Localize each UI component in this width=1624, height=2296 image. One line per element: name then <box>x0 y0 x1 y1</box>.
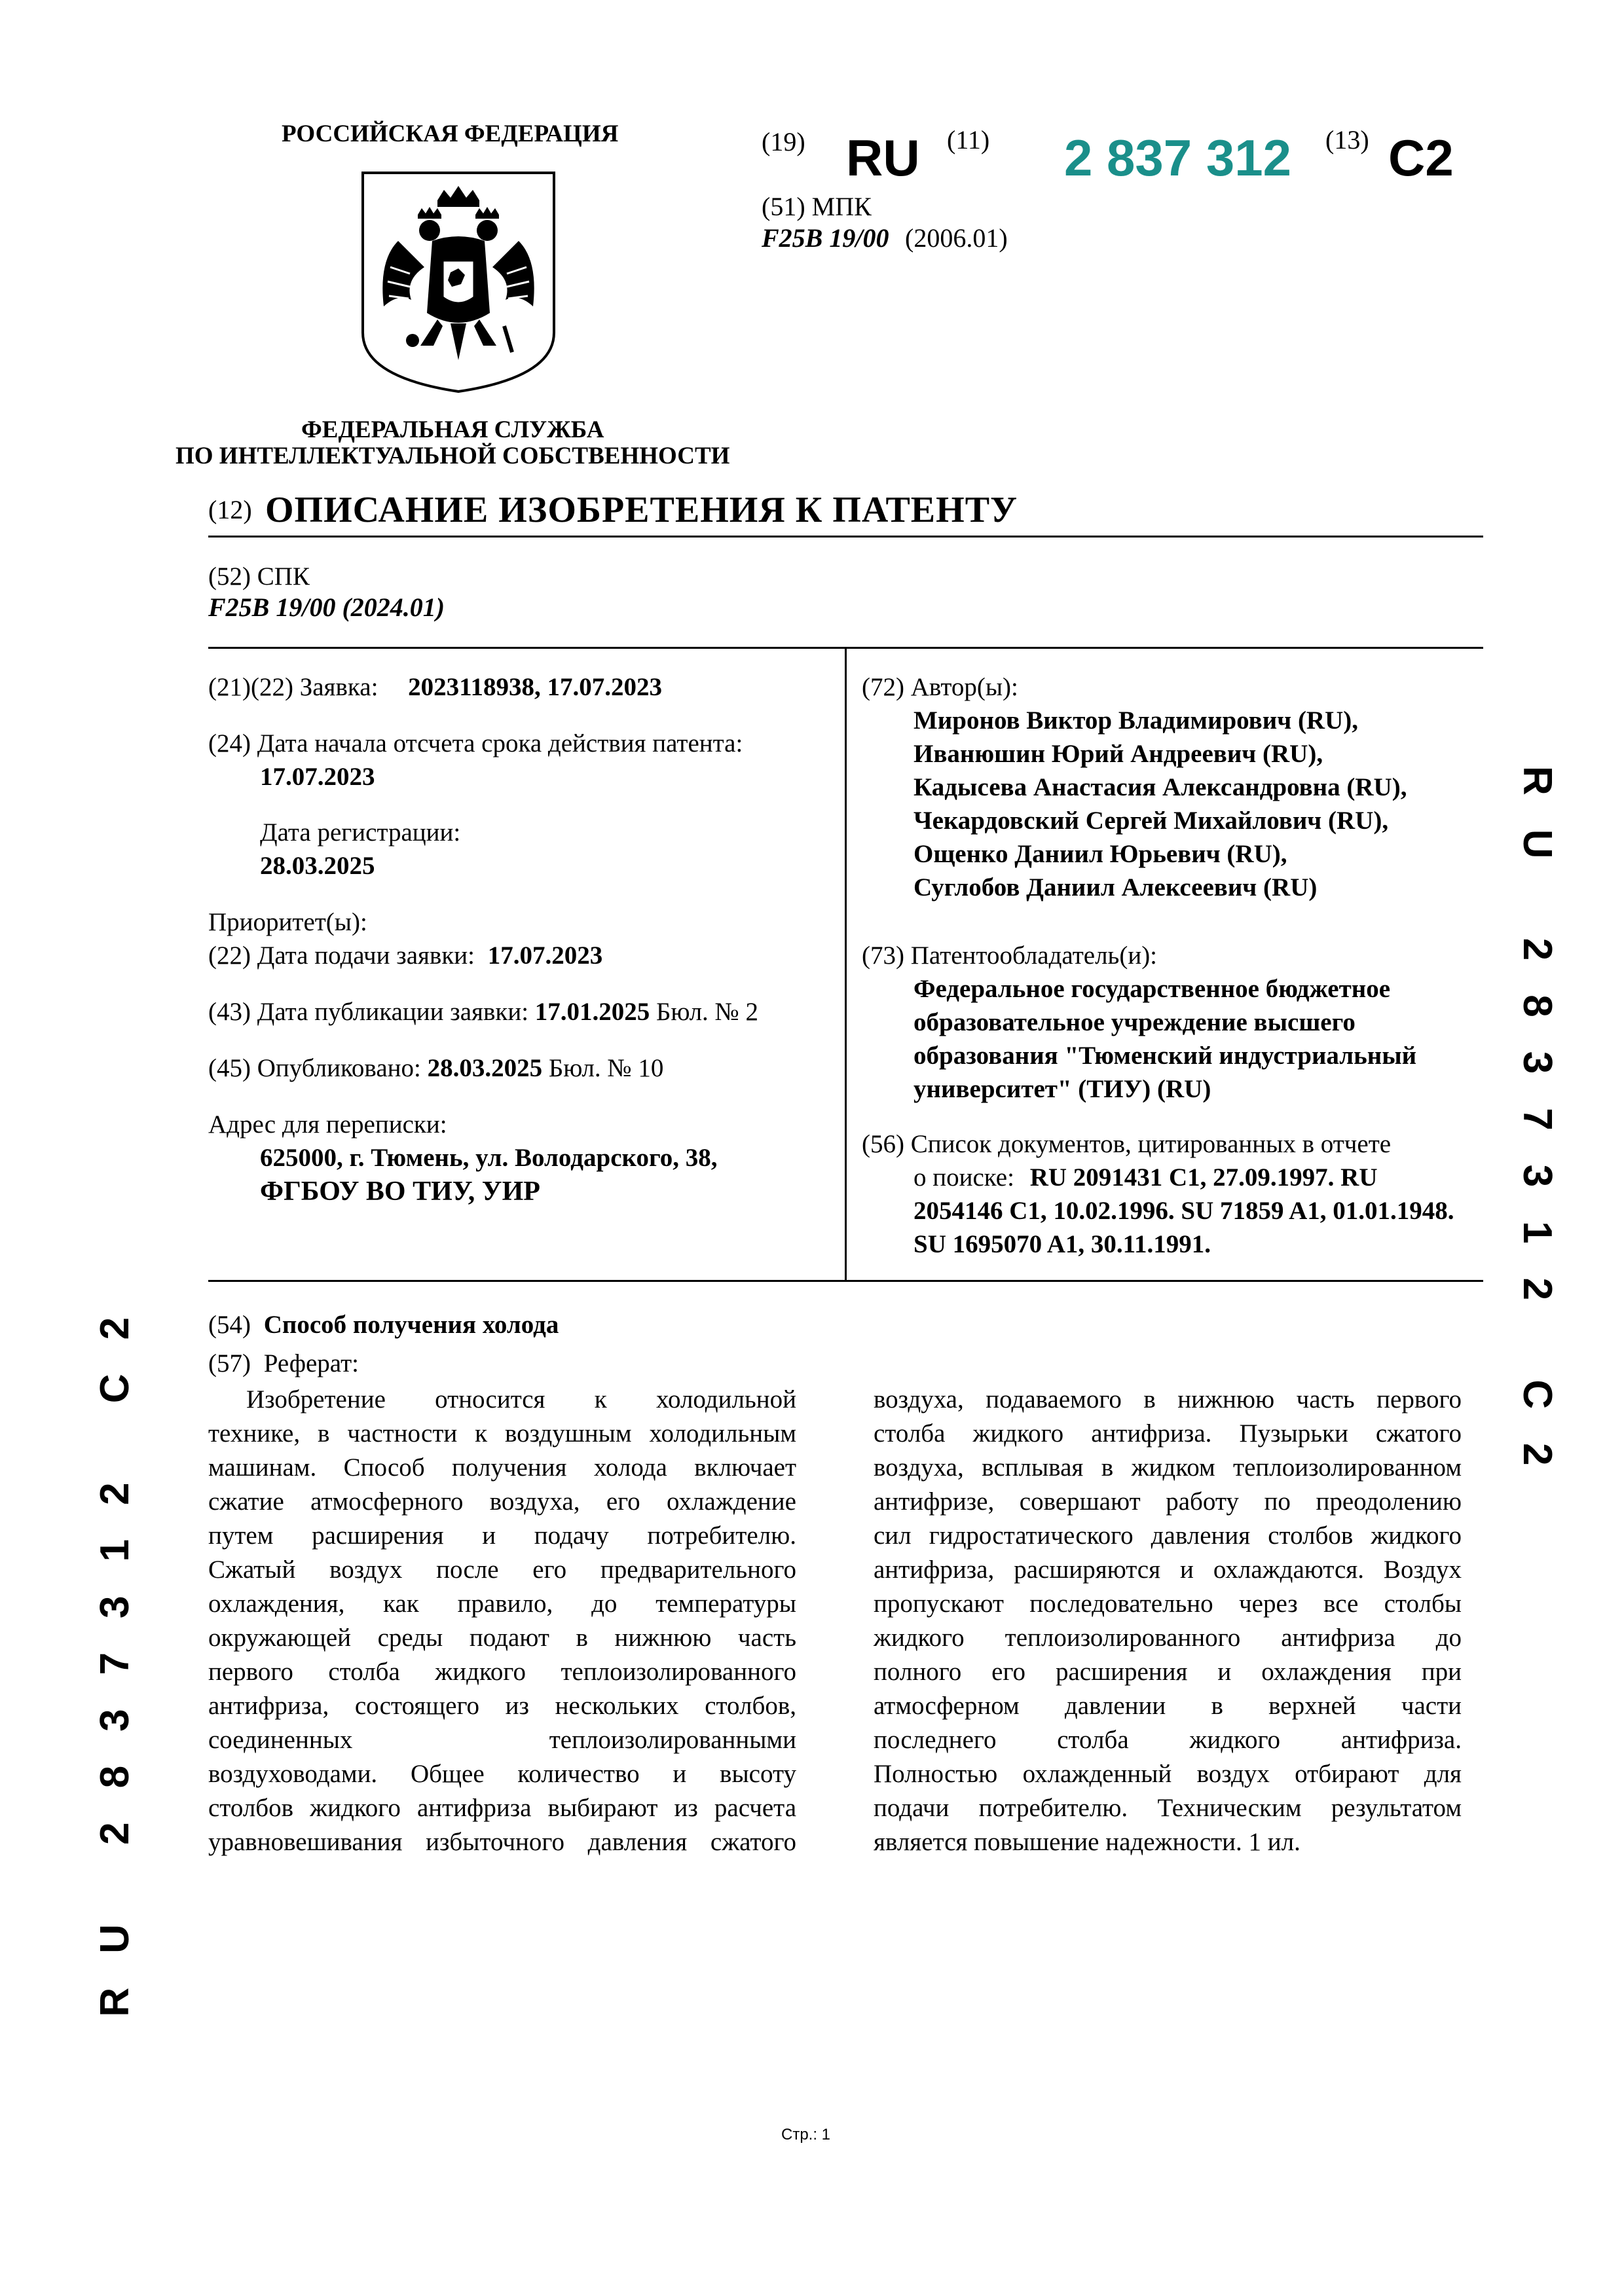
author-item: Чекардовский Сергей Михайлович (RU), <box>913 807 1389 835</box>
priority-label: Приоритет(ы): <box>208 908 367 936</box>
publication-value: 17.01.2025 <box>534 998 650 1026</box>
abstract-line: уравновешивания избыточного давления сжатого <box>208 1828 796 1856</box>
abstract-header <box>208 1347 359 1381</box>
address-label: Адрес для переписки: <box>208 1110 447 1139</box>
term-label: (24) Дата начала отсчета срока действия патента: <box>208 729 743 757</box>
owner-line: образования "Тюменский индустриальный <box>913 1042 1417 1070</box>
divider <box>208 1280 1483 1282</box>
published-value: 28.03.2025 <box>427 1054 543 1082</box>
abstract-line: окружающей среды подают в нижнюю часть <box>208 1624 796 1652</box>
abstract-line: Сжатый воздух после его предварительного <box>208 1556 796 1584</box>
russian-coat-of-arms-icon <box>359 169 558 395</box>
cpc-value: F25B 19/00 (2024.01) <box>208 592 445 622</box>
abstract-line: сил гидростатического давления столбов жидкого <box>874 1522 1462 1550</box>
ipc-label: (51) МПК <box>762 192 872 221</box>
abstract-line: Полностью охлажденный воздух отбирают для <box>874 1760 1462 1788</box>
invention-name-field <box>208 1308 559 1342</box>
abstract-line: антифризе, совершают работу по преодолению <box>874 1487 1462 1516</box>
address-line1: 625000, г. Тюмень, ул. Володарского, 38, <box>260 1144 718 1172</box>
abstract-line: столба жидкого антифриза. Пузырьки сжатого <box>874 1419 1462 1448</box>
abstract-line: технике, в частности к воздушным холодильным <box>208 1419 796 1448</box>
published-field <box>208 1051 663 1085</box>
country-code: RU <box>846 129 920 187</box>
code-19: (19) <box>762 127 805 156</box>
abstract-line: машинам. Способ получения холода включает <box>208 1453 796 1482</box>
abstract-line: соединенных теплоизолированными <box>208 1726 796 1754</box>
publication-field <box>208 995 758 1029</box>
document-title: ОПИСАНИЕ ИЗОБРЕТЕНИЯ К ПАТЕНТУ <box>265 490 1018 530</box>
owner-line: образовательное учреждение высшего <box>913 1008 1356 1036</box>
owner-label: (73) Патентообладатель(и): <box>862 941 1158 970</box>
authors-label: (72) Автор(ы): <box>862 673 1018 701</box>
side-label-right: RU 2837312 C2 <box>1515 766 1560 1500</box>
abstract-line: первого столба жидкого теплоизолированного <box>208 1658 796 1686</box>
code-11: (11) <box>947 125 990 155</box>
side-label-left: RU 2837312 C2 <box>92 1283 138 2017</box>
abstract-line: воздуховодами. Общее количество и высоту <box>208 1760 796 1788</box>
filing-date-field <box>208 939 602 973</box>
divider <box>208 536 1483 538</box>
address-line2: ФГБОУ ВО ТИУ, УИР <box>260 1176 540 1207</box>
filing-label: (22) Дата подачи заявки: <box>208 941 475 970</box>
abstract-line: Изобретение относится к холодильной <box>246 1385 796 1413</box>
abstract-line: антифриза, расширяются и охлаждаются. Воздух <box>874 1556 1462 1584</box>
ipc-class: F25B 19/00 <box>762 223 889 253</box>
abstract-line: последнего столба жидкого антифриза. <box>874 1726 1462 1754</box>
author-item: Ощенко Даниил Юрьевич (RU), <box>913 840 1287 868</box>
publication-label: (43) Дата публикации заявки: <box>208 998 529 1026</box>
abstract-line: воздуха, подаваемого в нижнюю часть первого <box>874 1385 1462 1413</box>
agency-name-line1: ФЕДЕРАЛЬНАЯ СЛУЖБА <box>301 416 604 443</box>
author-item: Миронов Виктор Владимирович (RU), <box>913 706 1358 735</box>
country-name: РОССИЙСКАЯ ФЕДЕРАЦИЯ <box>282 120 619 147</box>
code-13: (13) <box>1325 125 1369 155</box>
abstract-line: подачи потребителю. Техническим результатом <box>874 1794 1462 1822</box>
abstract-line: воздуха, всплывая в жидком теплоизолированном <box>874 1453 1462 1482</box>
abstract-line: столбов жидкого антифриза выбирают из расчета <box>208 1794 796 1822</box>
ipc-version: (2006.01) <box>905 223 1008 253</box>
abstract-line: полного его расширения и охлаждения при <box>874 1658 1462 1686</box>
abstract-line: атмосферном давлении в верхней части <box>874 1692 1462 1720</box>
publication-bulletin: Бюл. № 2 <box>656 998 759 1026</box>
invention-code: (54) <box>208 1311 251 1339</box>
cited-line1 <box>913 1161 1378 1195</box>
agency-name-line2: ПО ИНТЕЛЛЕКТУАЛЬНОЙ СОБСТВЕННОСТИ <box>175 443 730 469</box>
column-divider <box>845 648 847 1281</box>
registration-label: Дата регистрации: <box>260 818 461 847</box>
abstract-label: Реферат: <box>263 1349 359 1377</box>
cited-prefix: о поиске: <box>913 1163 1014 1192</box>
author-item: Кадысева Анастасия Александровна (RU), <box>913 773 1407 801</box>
abstract-line: антифриза, состоящего из нескольких столбов, <box>208 1692 796 1720</box>
owner-line: университет" (ТИУ) (RU) <box>913 1075 1211 1103</box>
abstract-code: (57) <box>208 1349 251 1377</box>
application-field <box>208 670 662 704</box>
application-label: (21)(22) Заявка: <box>208 673 378 701</box>
patent-number: 2 837 312 <box>1064 129 1292 187</box>
author-item: Иванюшин Юрий Андреевич (RU), <box>913 740 1323 768</box>
owner-line: Федеральное государственное бюджетное <box>913 975 1391 1003</box>
abstract-line: путем расширения и подачу потребителю. <box>208 1522 796 1550</box>
cited-label: (56) Список документов, цитированных в отчете <box>862 1130 1392 1158</box>
registration-value: 28.03.2025 <box>260 852 375 880</box>
cited-line2: 2054146 C1, 10.02.1996. SU 71859 A1, 01.01.1948. <box>913 1197 1454 1225</box>
author-item: Суглобов Даниил Алексеевич (RU) <box>913 873 1318 902</box>
page-number: Стр.: 1 <box>781 2126 831 2143</box>
term-value: 17.07.2023 <box>260 763 375 791</box>
cited-docs: RU 2091431 C1, 27.09.1997. RU <box>1029 1163 1378 1192</box>
abstract-line: сжатие атмосферного воздуха, его охлаждение <box>208 1487 796 1516</box>
published-bulletin: Бюл. № 10 <box>548 1054 664 1082</box>
kind-code: C2 <box>1388 129 1454 187</box>
application-value: 2023118938, 17.07.2023 <box>408 673 663 701</box>
invention-name: Способ получения холода <box>263 1311 559 1339</box>
abstract-line: пропускают последовательно через все столбы <box>874 1590 1462 1618</box>
title-code: (12) <box>208 495 252 524</box>
abstract-line: охлаждения, как правило, до температуры <box>208 1590 796 1618</box>
abstract-line: жидкого теплоизолированного антифриза до <box>874 1624 1462 1652</box>
cpc-label: (52) СПК <box>208 562 310 591</box>
published-label: (45) Опубликовано: <box>208 1054 421 1082</box>
cited-line3: SU 1695070 A1, 30.11.1991. <box>913 1230 1211 1258</box>
filing-value: 17.07.2023 <box>487 941 603 970</box>
abstract-line: является повышение надежности. 1 ил. <box>874 1828 1301 1856</box>
